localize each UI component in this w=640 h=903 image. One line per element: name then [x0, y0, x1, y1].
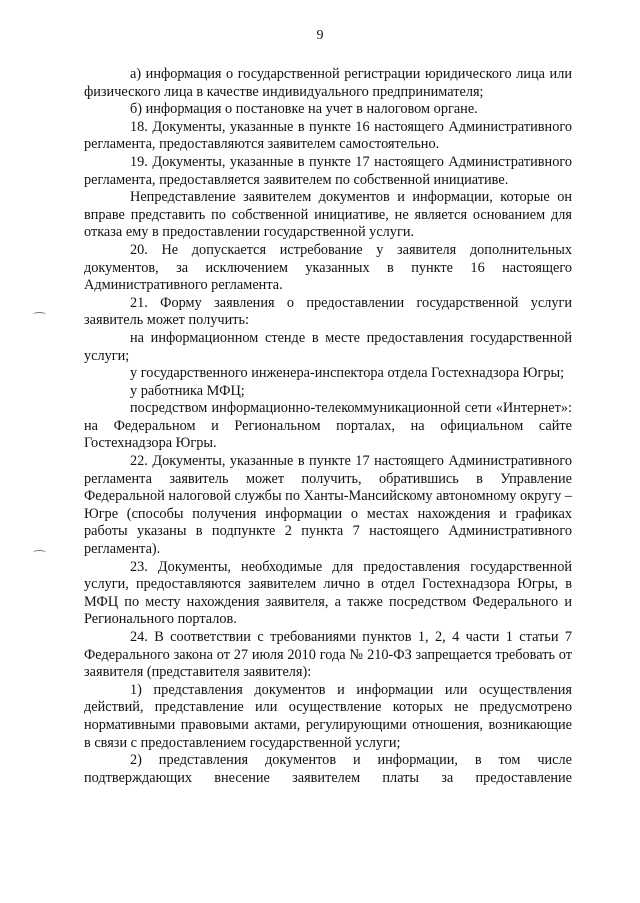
paragraph-p19: 19. Документы, указанные в пункте 17 настоящего Административного регламента, предоставляется заявителем по собственной инициативе. [84, 153, 572, 188]
paragraph-p20: 20. Не допускается истребование у заявителя дополнительных документов, за исключением указанных в пункте 16 настоящего Административного регламента. [84, 241, 572, 294]
page-number: 9 [316, 28, 324, 43]
binding-hole-mark [33, 312, 46, 317]
paragraph-p24: 24. В соответствии с требованиями пунктов 1, 2, 4 части 1 статьи 7 Федерального закона от 27 июля 2010 года № 210-ФЗ запрещается требовать от заявителя (представителя заявителя): [84, 629, 572, 681]
paragraph-p21b: у государственного инженера-инспектора отдела Гостехнадзора Югры; [130, 365, 565, 382]
paragraph-p21: 21. Форму заявления о предоставлении государственной услуги заявитель может получить: [84, 294, 572, 329]
paragraph-p23: 23. Документы, необходимые для предоставления государственной услуги, предоставляются заявителем лично в отдел Гостехнадзора Югры, в МФЦ по месту нахождения заявителя, а также посредством Федерального и Регионального порталов. [84, 558, 572, 628]
paragraph-p21c: у работника МФЦ; [130, 382, 245, 399]
paragraph-p22: 22. Документы, указанные в пункте 17 настоящего Административного регламента заявитель может получить, обратившись в Управление Федеральной налоговой службы по Ханты-Мансийскому автономному округу – Югре (способы получения информации о местах нахождения и графиках работы указаны в подпункте 2 пункта 7 настоящего Административного регламента). [84, 453, 572, 558]
paragraph-p21a: на информационном стенде в месте предоставления государственной услуги; [84, 329, 572, 364]
paragraph-p21d: посредством информационно-телекоммуникационной сети «Интернет»: на Федеральном и Региональном порталах, на официальном сайте Гостехнадзора Югры. [84, 400, 572, 452]
paragraph-p24_2: 2) представления документов и информации, в том числе подтверждающих внесение заявителем платы за предоставление [84, 752, 572, 786]
document-body [84, 66, 572, 787]
paragraph-p18: 18. Документы, указанные в пункте 16 настоящего Административного регламента, предоставляются заявителем самостоятельно. [84, 118, 572, 153]
paragraph-a: а) информация о государственной регистрации юридического лица или физического лица в качестве индивидуального предпринимателя; [84, 66, 572, 100]
paragraph-p24_1: 1) представления документов и информации или осуществления действий, представление или осуществление которых не предусмотрено нормативными правовыми актами, регулирующими отношения, возникающие в связи с предоставлением государственной услуги; [84, 681, 572, 751]
binding-hole-mark [33, 550, 46, 555]
paragraph-nepred: Непредставление заявителем документов и информации, которые он вправе представить по собственной инициативе, не является основанием для отказа ему в предоставлении государственной услуги. [84, 189, 572, 241]
paragraph-b: б) информация о постановке на учет в налоговом органе. [130, 101, 478, 118]
